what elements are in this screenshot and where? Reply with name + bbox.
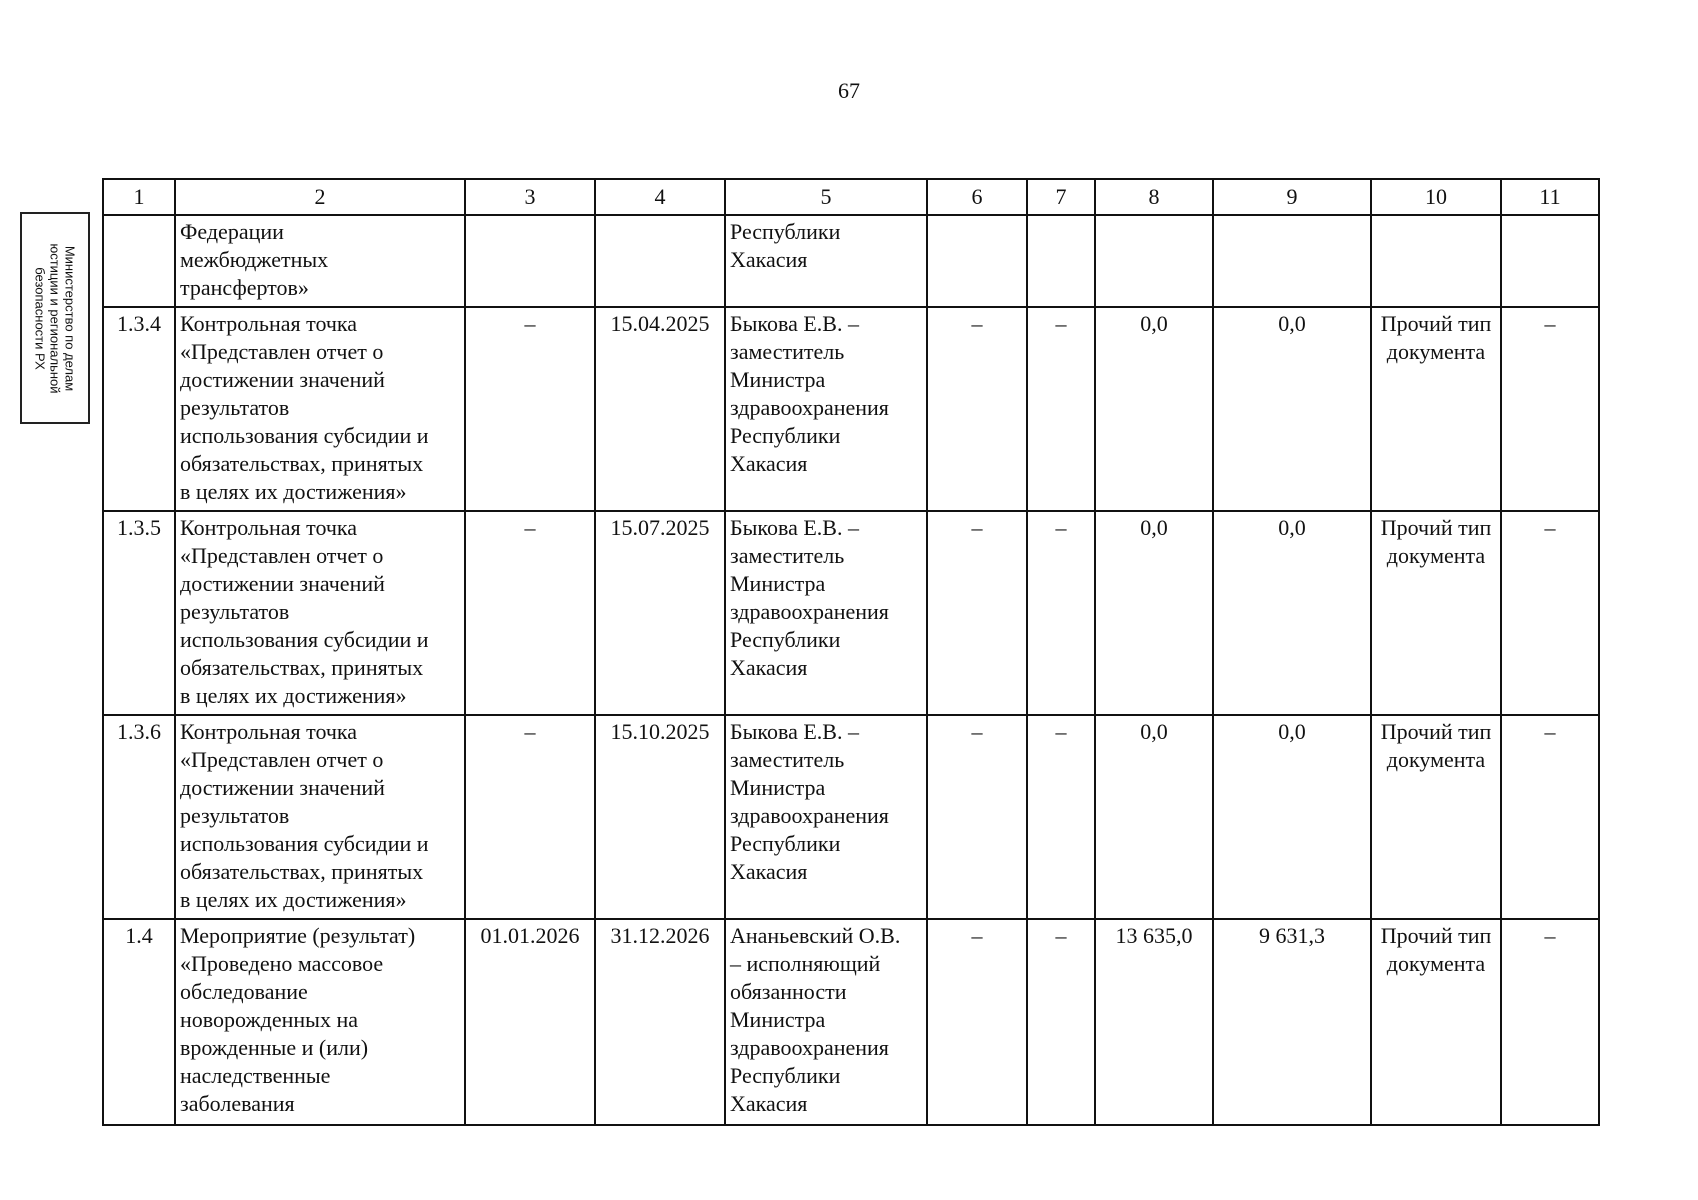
document-type-cell: Прочий тип документа [1371, 511, 1501, 715]
col6-cell: – [927, 715, 1027, 919]
start-date-cell [465, 215, 595, 307]
start-date-cell: – [465, 307, 595, 511]
col7-cell: – [1027, 919, 1095, 1125]
col7-cell: – [1027, 715, 1095, 919]
col7-cell [1027, 215, 1095, 307]
col11-cell: – [1501, 919, 1599, 1125]
column-header: 1 [103, 179, 175, 215]
column-header: 5 [725, 179, 927, 215]
col6-cell: – [927, 307, 1027, 511]
stamp-line: безопасности РХ [32, 266, 48, 370]
ministry-stamp [20, 212, 90, 424]
responsible-cell: Быкова Е.В. – заместитель Министра здравоохранения Республики Хакасия [725, 715, 927, 919]
column-header: 2 [175, 179, 465, 215]
col6-cell [927, 215, 1027, 307]
page-number: 67 [838, 78, 860, 103]
row-number-cell: 1.4 [103, 919, 175, 1125]
amount-cell: 9 631,3 [1213, 919, 1371, 1125]
description-cell: Контрольная точка «Представлен отчет о достижении значений результатов использования субсидии и обязательствах, принятых в целях их достижения» [175, 511, 465, 715]
column-header: 4 [595, 179, 725, 215]
row-number-cell: 1.3.6 [103, 715, 175, 919]
plan-table [102, 178, 1600, 1126]
document-type-cell: Прочий тип документа [1371, 715, 1501, 919]
amount-cell: 0,0 [1095, 307, 1213, 511]
start-date-cell: – [465, 511, 595, 715]
end-date-cell: 15.07.2025 [595, 511, 725, 715]
column-header: 9 [1213, 179, 1371, 215]
col6-cell: – [927, 511, 1027, 715]
amount-cell: 0,0 [1095, 511, 1213, 715]
table-row [103, 715, 1599, 919]
amount-cell: 0,0 [1095, 715, 1213, 919]
col7-cell: – [1027, 511, 1095, 715]
responsible-cell: Быкова Е.В. – заместитель Министра здравоохранения Республики Хакасия [725, 307, 927, 511]
amount-cell: 13 635,0 [1095, 919, 1213, 1125]
col7-cell: – [1027, 307, 1095, 511]
table-row [103, 511, 1599, 715]
description-cell: Мероприятие (результат) «Проведено массовое обследование новорожденных на врожденные и (или) наследственные заболевания [175, 919, 465, 1125]
column-header: 10 [1371, 179, 1501, 215]
responsible-cell: Быкова Е.В. – заместитель Министра здравоохранения Республики Хакасия [725, 511, 927, 715]
amount-cell: 0,0 [1213, 715, 1371, 919]
col6-cell: – [927, 919, 1027, 1125]
amount-cell: 0,0 [1213, 307, 1371, 511]
start-date-cell: – [465, 715, 595, 919]
column-header: 7 [1027, 179, 1095, 215]
column-header: 6 [927, 179, 1027, 215]
document-type-cell [1371, 215, 1501, 307]
table-row [103, 215, 1599, 307]
responsible-cell: Республики Хакасия [725, 215, 927, 307]
row-number-cell: 1.3.4 [103, 307, 175, 511]
col11-cell: – [1501, 307, 1599, 511]
amount-cell [1213, 215, 1371, 307]
stamp-text [33, 243, 78, 393]
end-date-cell [595, 215, 725, 307]
description-cell: Федерации межбюджетных трансфертов» [175, 215, 465, 307]
stamp-line: Министерство по делам [62, 245, 78, 391]
description-cell: Контрольная точка «Представлен отчет о достижении значений результатов использования субсидии и обязательствах, принятых в целях их достижения» [175, 715, 465, 919]
col11-cell: – [1501, 511, 1599, 715]
column-header: 11 [1501, 179, 1599, 215]
col11-cell [1501, 215, 1599, 307]
table-row [103, 919, 1599, 1125]
responsible-cell: Ананьевский О.В. – исполняющий обязанности Министра здравоохранения Республики Хакасия [725, 919, 927, 1125]
description-cell: Контрольная точка «Представлен отчет о достижении значений результатов использования субсидии и обязательствах, принятых в целях их достижения» [175, 307, 465, 511]
end-date-cell: 15.10.2025 [595, 715, 725, 919]
amount-cell: 0,0 [1213, 511, 1371, 715]
row-number-cell: 1.3.5 [103, 511, 175, 715]
end-date-cell: 31.12.2026 [595, 919, 725, 1125]
document-type-cell: Прочий тип документа [1371, 919, 1501, 1125]
table-row [103, 307, 1599, 511]
document-type-cell: Прочий тип документа [1371, 307, 1501, 511]
start-date-cell: 01.01.2026 [465, 919, 595, 1125]
column-header: 8 [1095, 179, 1213, 215]
col11-cell: – [1501, 715, 1599, 919]
amount-cell [1095, 215, 1213, 307]
row-number-cell [103, 215, 175, 307]
column-header: 3 [465, 179, 595, 215]
stamp-line: юстиции и региональной [47, 242, 63, 394]
end-date-cell: 15.04.2025 [595, 307, 725, 511]
header-row [103, 179, 1599, 215]
